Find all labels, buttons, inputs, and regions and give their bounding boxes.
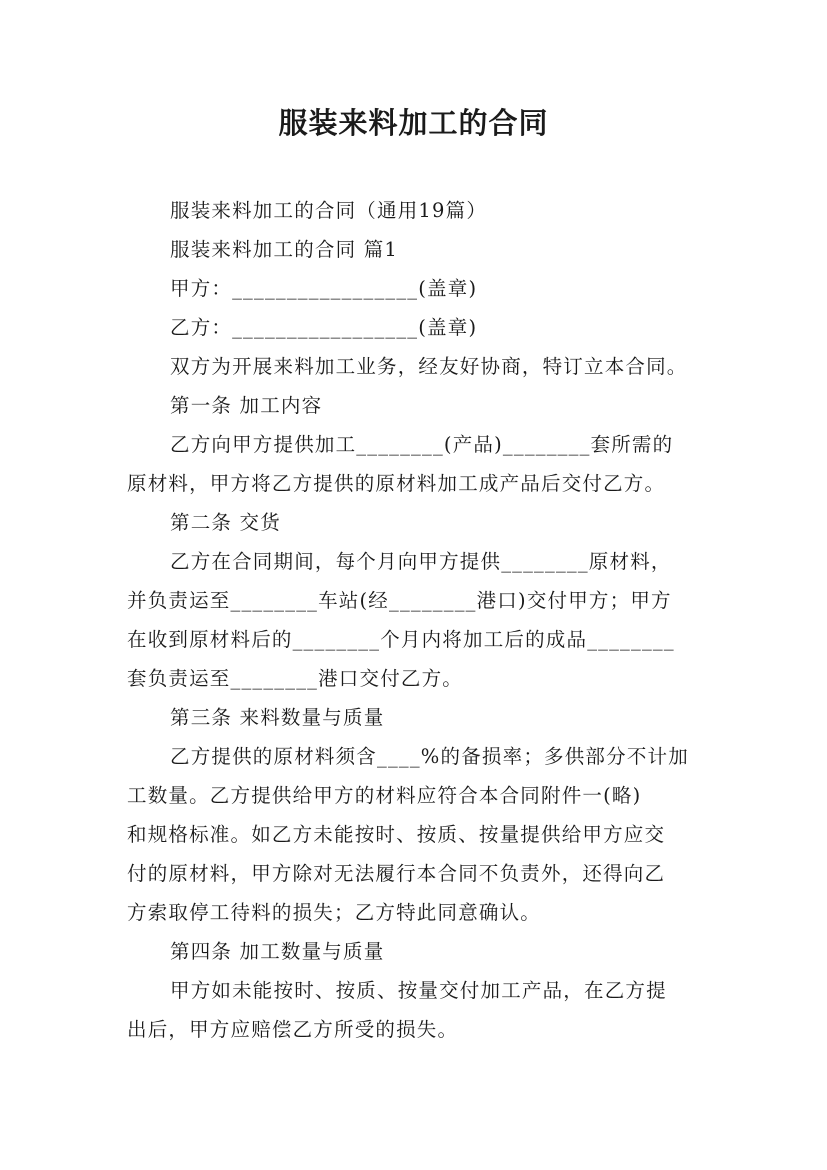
article-4-text-line: 出后，甲方应赔偿乙方所受的损失。	[127, 1018, 459, 1041]
article-2-text-line: 套负责运至________港口交付乙方。	[127, 667, 464, 690]
article-2-heading: 第二条 交货	[170, 511, 281, 534]
article-2-text-line: 在收到原材料后的________个月内将加工后的成品________	[127, 628, 675, 651]
subtitle-line: 服装来料加工的合同（通用19篇）	[170, 199, 488, 222]
intro-paragraph: 双方为开展来料加工业务，经友好协商，特订立本合同。	[170, 355, 688, 378]
article-3-text-line: 方索取停工待料的损失；乙方特此同意确认。	[127, 901, 542, 924]
party-a-line: 甲方：_________________(盖章)	[170, 277, 478, 300]
article-3-text-line: 工数量。乙方提供给甲方的材料应符合本合同附件一(略)	[127, 784, 642, 807]
article-4-text-line: 甲方如未能按时、按质、按量交付加工产品，在乙方提	[170, 979, 667, 1002]
article-3-text-line: 和规格标准。如乙方未能按时、按质、按量提供给甲方应交	[127, 823, 666, 846]
article-3-text-line: 付的原材料，甲方除对无法履行本合同不负责外，还得向乙	[127, 862, 666, 885]
document-title: 服装来料加工的合同	[278, 106, 549, 140]
article-1-text-line: 原材料，甲方将乙方提供的原材料加工成产品后交付乙方。	[127, 472, 666, 495]
party-b-line: 乙方：_________________(盖章)	[170, 316, 478, 339]
article-1-text-line: 乙方向甲方提供加工________(产品)________套所需的	[170, 433, 674, 456]
article-3-heading: 第三条 来料数量与质量	[170, 706, 385, 729]
article-3-text-line: 乙方提供的原材料须含____%的备损率；多供部分不计加	[170, 745, 689, 768]
article-4-heading: 第四条 加工数量与质量	[170, 940, 385, 963]
article-2-text-line: 乙方在合同期间，每个月向甲方提供________原材料，	[170, 550, 672, 573]
section-heading: 服装来料加工的合同 篇1	[170, 238, 399, 261]
article-1-heading: 第一条 加工内容	[170, 394, 323, 417]
article-2-text-line: 并负责运至________车站(经________港口)交付甲方；甲方	[127, 589, 672, 612]
